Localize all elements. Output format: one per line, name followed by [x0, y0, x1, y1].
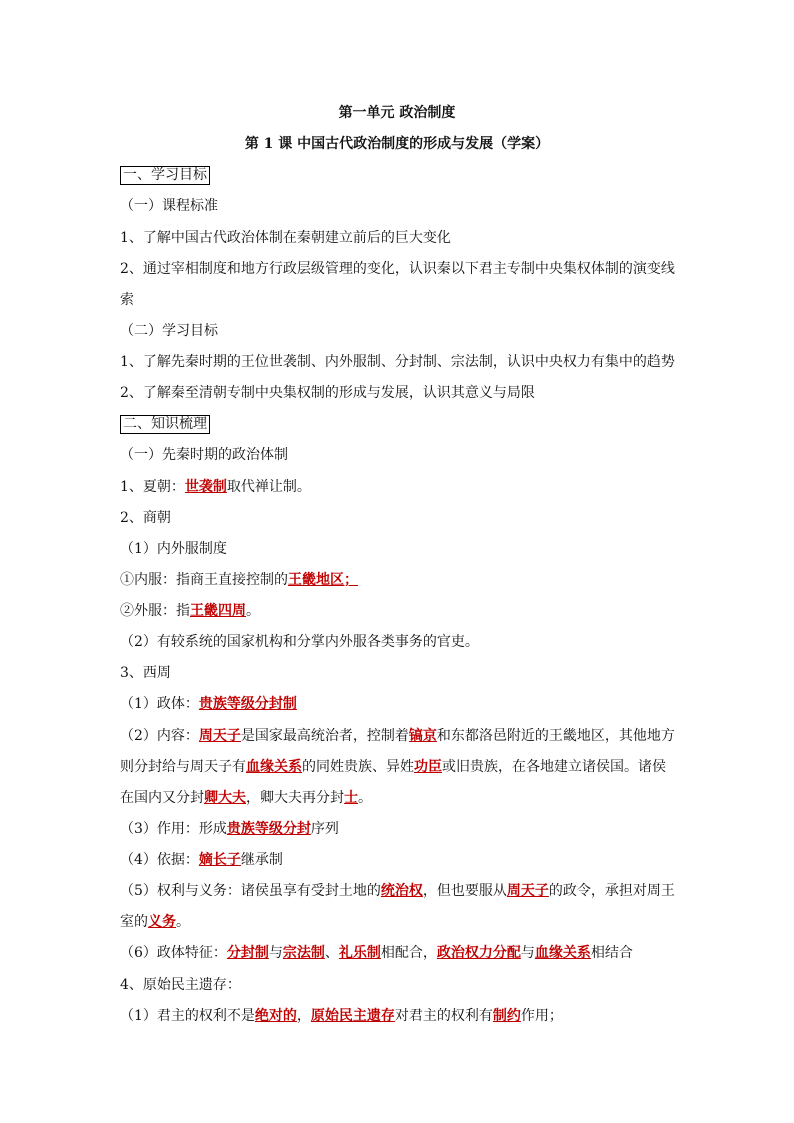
answer: 制约	[492, 1008, 521, 1024]
unit-title: 第一单元 政治制度	[338, 105, 456, 121]
neirong-line-3	[120, 789, 680, 807]
text: （1）君主的权利不是	[120, 1008, 255, 1024]
answer: 礼乐制	[338, 945, 381, 961]
answer: 镐京	[408, 728, 437, 744]
quanli-line-2	[120, 913, 680, 931]
subheading-preqin: （一）先秦时期的政治体制	[120, 447, 288, 463]
text: 的同姓贵族、异姓	[302, 759, 414, 775]
answer: 宗法制	[282, 945, 325, 961]
waifu-line	[120, 602, 680, 620]
text: 与	[268, 945, 283, 961]
section-heading-goals	[120, 166, 680, 185]
xizhou-line: 3、西周	[120, 665, 171, 681]
text: （2）内容：	[120, 728, 199, 744]
text: 是国家最高统治者，控制着	[240, 728, 409, 744]
answer: 义务	[148, 914, 176, 930]
text: （1）政体：	[120, 696, 199, 712]
text: 序列	[310, 821, 339, 837]
tezheng-line	[120, 944, 680, 962]
text: 或旧贵族，在各地建立诸侯国。诸侯	[442, 759, 666, 775]
neirong-line-2	[120, 758, 680, 776]
standard-item-1: 1、了解中国古代政治体制在秦朝建立前后的巨大变化	[120, 230, 451, 246]
answer: 周天子	[198, 728, 241, 744]
zhengti-line	[120, 695, 680, 713]
shang-line: 2、商朝	[120, 510, 171, 526]
text: 对君主的权利有	[394, 1008, 493, 1024]
text: （3）作用：形成	[120, 821, 227, 837]
text: ②外服：指	[120, 603, 190, 619]
answer: 功臣	[414, 759, 442, 775]
answer: 贵族等级分封制	[198, 696, 297, 712]
text: 继承制	[240, 852, 283, 868]
text: ①内服：指商王直接控制的	[120, 572, 288, 588]
text: 相结合	[590, 945, 633, 961]
text: 相配合，	[380, 945, 437, 961]
text: （4）依据：	[120, 852, 199, 868]
subheading-standard: （一）课程标准	[120, 198, 218, 214]
text: 1、夏朝：	[120, 479, 185, 495]
answer: 原始民主遗存	[310, 1008, 395, 1024]
text: ，	[296, 1008, 311, 1024]
answer: 贵族等级分封	[226, 821, 311, 837]
text: （6）政体特征：	[120, 945, 227, 961]
text: （5）权利与义务：诸侯虽享有受封土地的	[120, 883, 381, 899]
answer: 嫡长子	[198, 852, 241, 868]
section-box: 一、学习目标	[120, 166, 210, 185]
yuanshi-line: 4、原始民主遗存：	[120, 977, 241, 993]
text: 作用；	[520, 1008, 563, 1024]
guanli-line: （2）有较系统的国家机构和分掌内外服各类事务的官吏。	[120, 634, 479, 650]
answer: 王畿四周	[190, 603, 246, 619]
text: 。	[358, 790, 372, 806]
lesson-title: 第 1 课 中国古代政治制度的形成与发展（学案）	[244, 136, 550, 152]
quanli-line-1	[120, 882, 680, 900]
answer: 血缘关系	[534, 945, 591, 961]
text: 取代禅让制。	[226, 479, 311, 495]
standard-item-2-cont: 索	[120, 292, 134, 308]
standard-item-2: 2、通过宰相制度和地方行政层级管理的变化，认识秦以下君主专制中央集权体制的演变线	[120, 261, 675, 277]
answer: 王畿地区；	[288, 572, 358, 588]
xia-line	[120, 478, 680, 496]
text: 。	[246, 603, 260, 619]
goal-item-2: 2、了解秦至清朝专制中央集权制的形成与发展，认识其意义与局限	[120, 385, 535, 401]
text: 室的	[120, 914, 148, 930]
text: 的政令，承担对周王	[548, 883, 675, 899]
neifu-line	[120, 571, 680, 589]
answer: 绝对的	[254, 1008, 297, 1024]
answer: 卿大夫	[204, 790, 246, 806]
zuoyong-line	[120, 820, 680, 838]
text: 在国内又分封	[120, 790, 204, 806]
text: 。	[176, 914, 190, 930]
answer: 政治权力分配	[436, 945, 521, 961]
text: 与	[520, 945, 535, 961]
text: ，但也要服从	[422, 883, 507, 899]
subheading-goals: （二）学习目标	[120, 323, 218, 339]
section-box: 二、知识梳理	[120, 415, 210, 434]
neirong-line-1	[120, 727, 680, 745]
text: ，卿大夫再分封	[246, 790, 344, 806]
goal-item-1: 1、了解先秦时期的王位世袭制、内外服制、分封制、宗法制，认识中央权力有集中的趋势	[120, 354, 675, 370]
answer: 周天子	[506, 883, 549, 899]
answer: 统治权	[380, 883, 423, 899]
yiju-line	[120, 851, 680, 869]
answer: 士	[344, 790, 358, 806]
answer: 分封制	[226, 945, 269, 961]
text: 、	[324, 945, 339, 961]
section-heading-knowledge	[120, 415, 680, 434]
text: 和东都洛邑附近的王畿地区，其他地方	[436, 728, 675, 744]
text: 则分封给与周天子有	[120, 759, 246, 775]
answer: 血缘关系	[246, 759, 302, 775]
answer: 世袭制	[184, 479, 227, 495]
yichun-line-1	[120, 1007, 680, 1025]
neiwai-line: （1）内外服制度	[120, 541, 227, 557]
